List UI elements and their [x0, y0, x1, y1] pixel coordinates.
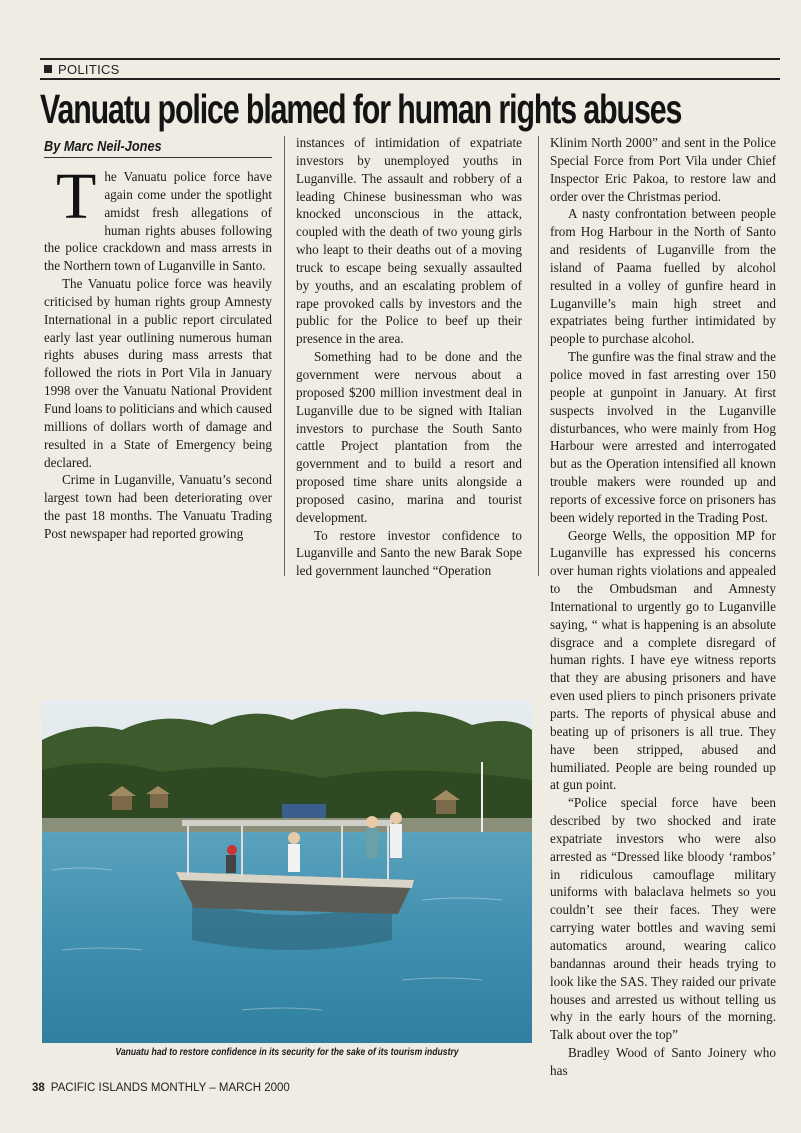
section-rule: [40, 78, 780, 80]
paragraph-text: he Vanuatu police force have again come under the spotlight amidst fresh allegations of human rights abuses following the police crackdown and mass arrests in the Northern town of Luganville in Santo.: [44, 169, 272, 274]
ferry-photo-illustration: [42, 700, 532, 1043]
section-label: [44, 62, 120, 77]
paragraph: Something had to be done and the government were nervous about a proposed $200 million investment deal in Luganville due to be signed with Italian investors to purchase the South Santo cattle Project plantation from the government and to build a resort and proposed time share units alongside a proposed casino, marina and tourist development.: [296, 349, 522, 525]
column-divider: [538, 136, 539, 576]
headline: Vanuatu police blamed for human rights abuses: [40, 86, 682, 132]
paragraph: To restore investor confidence to Luganville and Santo the new Barak Sope led government launched “Operation: [296, 527, 522, 579]
byline: By Marc Neil-Jones: [44, 138, 162, 155]
column-2: [296, 134, 522, 580]
paragraph: A nasty confrontation between people from Hog Harbour in the North of Santo and residents of Luganville from the island of Paama fuelled by alcohol resulted in a volley of gunfire heard in Luganville’s main high street and expatriates being further intimidated by people to purchase alcohol.: [550, 206, 776, 347]
byline-rule: [44, 157, 272, 158]
paragraph: The Vanuatu police force was heavily criticised by human rights group Amnesty International in a public report circulated early last year outlining numerous human rights abuses during mass arrests that followed the riots in Port Vila in January 1998 over the Vanuatu National Provident Fund loans to politicians and which caused millions of dollars worth of damage and resulted in a State of Emergency being declared.: [44, 276, 272, 470]
section-name: POLITICS: [58, 62, 120, 77]
paragraph: George Wells, the opposition MP for Luganville has expressed his concerns over human rights violations and appealed to the Ombudsman and Amnesty International to urgently go to Luganville saying, “ what is happening is an absolute disgrace and a complete disregard of human rights. I have eye witness reports that they are abusing prisoners and have even used pliers to pinch prisoners private parts. The reports of physical abuse and beating up of prisoners is all true. They have been stripped, abused and humiliated. People are being rounded up at gun point.: [550, 527, 776, 793]
paragraph: Crime in Luganville, Vanuatu’s second largest town had been deteriorating over the past 18 months. The Vanuatu Trading Post newspaper had reported growing: [44, 472, 272, 541]
column-3: [550, 134, 776, 1080]
column-1: [44, 160, 272, 543]
paragraph: The gunfire was the final straw and the police moved in fast arresting over 150 people at gunpoint in January. At first suspects involved in the Luganville disturbances, who were mainly from Hog Harbour were arrested and interrogated but as the Operation intensified all known trouble makers were rounded up and reports of excessive force on prisoners has been widely reported in the Trading Post.: [550, 349, 776, 525]
page-number: 38: [32, 1082, 45, 1094]
page-footer: [32, 1082, 290, 1094]
paragraph: “Police special force have been described by two shocked and irate expatriate investors who were also arrested as “Dressed like bloody ‘rambos’ in ridiculous camouflage military uniforms with balaclava helmets so you couldn’t see their faces. They were carrying water bottles and waving semi automatics around, wearing calico bandannas around their heads trying to look like the SAS. They raided our private houses and arrested us without telling us why in the early hours of the morning. Talk about over the top”: [550, 795, 776, 1043]
top-rule: [40, 58, 780, 60]
drop-cap: T: [56, 160, 97, 233]
ferry-photo: [42, 700, 532, 1043]
square-bullet-icon: [44, 65, 52, 73]
paragraph: Klinim North 2000” and sent in the Police Special Force from Port Vila under Chief Inspector Eric Pakoa, to restore law and order over the Christmas period.: [550, 135, 776, 204]
paragraph: Bradley Wood of Santo Joinery who has: [550, 1045, 776, 1078]
photo-caption: Vanuatu had to restore confidence in its security for the sake of its tourism industry: [115, 1046, 459, 1058]
publication-name: PACIFIC ISLANDS MONTHLY – MARCH 2000: [50, 1082, 290, 1094]
column-divider: [284, 136, 285, 576]
paragraph: [44, 160, 272, 275]
paragraph: instances of intimidation of expatriate investors by unemployed youths in Luganville. The assault and robbery of a leading Chinese businessman who was knocked unconscious in the attack, coupled with the death of two young girls who leapt to their deaths out of a moving truck to escape being sexually assaulted by youths, and an escalating problem of rape provoked calls by investors and the public for the Police to beef up their presence in the area.: [296, 135, 522, 347]
